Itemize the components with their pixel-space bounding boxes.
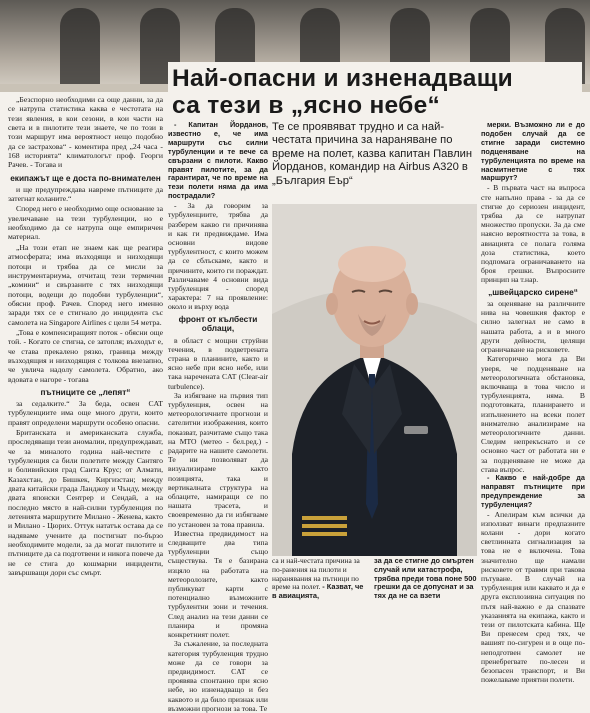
- article-lead: Те се проявяват трудно и са най-честата причина за нараняване по време на полет, казва капитан Павлин Йорданов, командир на Airbus A320 в „България Еър“: [272, 121, 473, 187]
- paragraph: за седалките.“ За беда, освен CAT турбуленциите има още много други, които правят определени маршрути особено опасни.: [8, 398, 163, 427]
- caption-column-right: за да се стигне до смъртен случай или катастрофа, трябва преди това поне 500 грешки да се допуснат и за тях да не са взети: [374, 556, 477, 601]
- headline-line: Най-опасни и изненадващи: [172, 65, 514, 92]
- interview-question: - Какво е най-добре да направят пътниците при предупреждение за турбуленция?: [481, 472, 585, 509]
- interview-column-2: [481, 120, 585, 685]
- headline-line: са тези в „ясно небе“: [172, 92, 441, 119]
- article-headline: [168, 62, 582, 122]
- subheading: фронт от кълбести облаци,: [178, 313, 258, 334]
- interview-column-1: [168, 120, 268, 713]
- subheading: „швейцарско сирене“: [488, 286, 578, 297]
- photo-figure: [60, 8, 100, 88]
- left-article-column: [8, 95, 163, 580]
- caption-text: са и най-честата причина за по-ранения на пилоти и наранявания на пътници по време на полет.: [272, 556, 360, 592]
- paragraph: „На този етап не знаем как ще реагира атмосферата; има възходящи и низходящи потоци и трябва да се мисли за инструментариума, отчитащ тези термични „комини“ и свързаните с тях низходящи потоци, водещи до подобни турбуленции“, обясни проф. Рачев. Според него именно заради тях се е стигнало до инцидента със самолета на Singapore Airlines с цели 54 метра.: [8, 242, 163, 327]
- paragraph: в област с мощни струйни течения, в подветрената страна в планините, както и ясно небе при ясно небе, или така наречената CAT (Clear-air turbulence).: [168, 335, 268, 391]
- paragraph: Категорично мога да Ви уверя, че подценяване на метеорологичната обстановка, включваща в това число и турбуленцията, няма. В подготовката, планирането и изпълнението на всеки полет внимателно анализираме на метеорологичните данни. Следим непрекъснато и се основно част от работата ни е за подценяване не може да става въпрос.: [481, 354, 585, 474]
- paragraph: За съжаление, за последната категория турбуленция трудно може да се говори за предвидимост. CAT се проявява спонтанно при ясно небе, но изненадващо и без каквото и да било признак или възможни прогнози за това. Те: [168, 639, 268, 713]
- paragraph: Британската и американската служба, проследяващи тези аномалии, предупреждават, че за миналото година най-честите с турбуленция са били полетите между Сантяго и боливийския град Санта Крус; от Алмати, Казахстан, до Бишкек, Киргизстан; между двата китайски града Ланджоу и Чънду, между двата японски Сентрер и Сендай, а на последно място в най-силни турбуленция по летенията маршрутите Милано - Женева, както и Милано - Цюрих. Оттук нататък остава да се надяваме учените да постигнат по-бързо необходимите модели, за да могат пилотите и пътниците да са подготвени и никога повече да не се стига до кошмарни инциденти, завършващи дори със смърт.: [8, 428, 163, 578]
- captain-portrait: [272, 204, 477, 556]
- caption-column-left: [272, 557, 368, 601]
- interview-question: мерки. Възможно ли е до подобен случай да се стигне заради системно подценяване на турбуленцията по време на насмитнетие с тях маршрут?: [481, 120, 585, 183]
- paragraph: За избягване на първия тип турбуленция, освен на метеорологичните прогнози и сателитни изображения, които показват, разчитаме също така на МТО (метео - бел.ред.) - радарите на нашите самолети. Те ни позволяват да визуализираме както позицията, така и вертикалната структура на облаците, намиращи се по нашата трасета, и своевременно да ги избягваме по установен за това правила.: [168, 390, 268, 529]
- paragraph: Според него е необходимо още основание за увеличаване на тези турбуленции, но е необходимо да се натрупа още емпиричен материал.: [8, 204, 163, 242]
- paragraph: за оценяване на различните нива на човешкия фактор е силно залегнал не само в нашата работа, а и в много други дейности, целящи ограничаване на рисковете.: [481, 299, 585, 355]
- portrait-illustration: [272, 204, 477, 556]
- subheading: пътниците се „лепят“: [40, 386, 131, 397]
- caption-question: - Казват, че в авиацията,: [272, 582, 364, 601]
- paragraph: - В първата част на въпроса сте напълно права - за да се стигне до сериозен инцидент, трябва да се натрупат множество пропуски. За да сме наясно вероятността за това, в авиацията се полага голяма доза статистика, което подпомага ограничаването на броя грешки. Въпросните принцип на т.нар.: [481, 183, 585, 285]
- interview-question: - Капитан Йорданов, известно е, че има маршрути със силни турбуленции и те вече са свързани с пилоти. Какво правят пилотите, за да гарантират, че по време на тези полети няма да има пострадали?: [168, 120, 268, 201]
- paragraph: „Безспорно необходими са още данни, за да се натрупа статистика каква е честотата на тези явления, в кои сезони, в кои части на света и в пилотите тези знаете, че по този в този маршрут има вероятност нещо подобно да се застрахова“ - коментира пред „24 часа - 168 историята“ климатологът проф. Георги Рачев. - Тогава и: [8, 95, 163, 170]
- portrait-caption-area: [272, 556, 477, 601]
- paragraph: - Апелирам към всички да използват винаги предпазните колани - дори когато светлинната сигнализация за това не е включена. Това значително ще намали рисковете от травми при такова пътуване. В случай на турбуленция или каквато и да е друга експлозивна ситуация по пътя най-важно е да спазвате указанията на екипажа, както и тези от пилотската кабина. Ще Ви пренесем сред тях, че вашият по-сигурен и в още по-неподготвен самолет не пренебрегвате по-лесен и безопасен транспорт, и Ви пожелаваме приятни полети.: [481, 509, 585, 685]
- paragraph: Известна предвидимост на следващите два типа турбуленции също съществува. Тя е базирана изцяло на работата на метеоролозите, както публикуват карти с потенциално възможните турбулентни зони и течения. След анализ на тези данни се планира и промяна конкретният полет.: [168, 528, 268, 640]
- subheading: екипажът ще е доста по-внимателен: [10, 172, 161, 183]
- paragraph: „Това е компенсиращият поток - обясни още той. - Когато се стигна, се затопля; възходът е, че става прекалено рязко, граница между възходящия и низходящия с толкова внезапно, че увлича надолу самолета. Обратно, ако вдовата е нагоре - тогава: [8, 327, 163, 384]
- paragraph: и ще предупреждава навреме пътниците да затегнат коланите.“: [8, 184, 163, 204]
- paragraph: - За да говорим за турбуленциите, трябва да разберем какво ги причинява и как ги предвиждаме. Има основни видове турбулентност, с които можем да се сблъскаме, както и причините, които ги пораждат. Различаваме 4 основни вида турбуленция - според характера: 7 на проявление: около и върху вода: [168, 201, 268, 312]
